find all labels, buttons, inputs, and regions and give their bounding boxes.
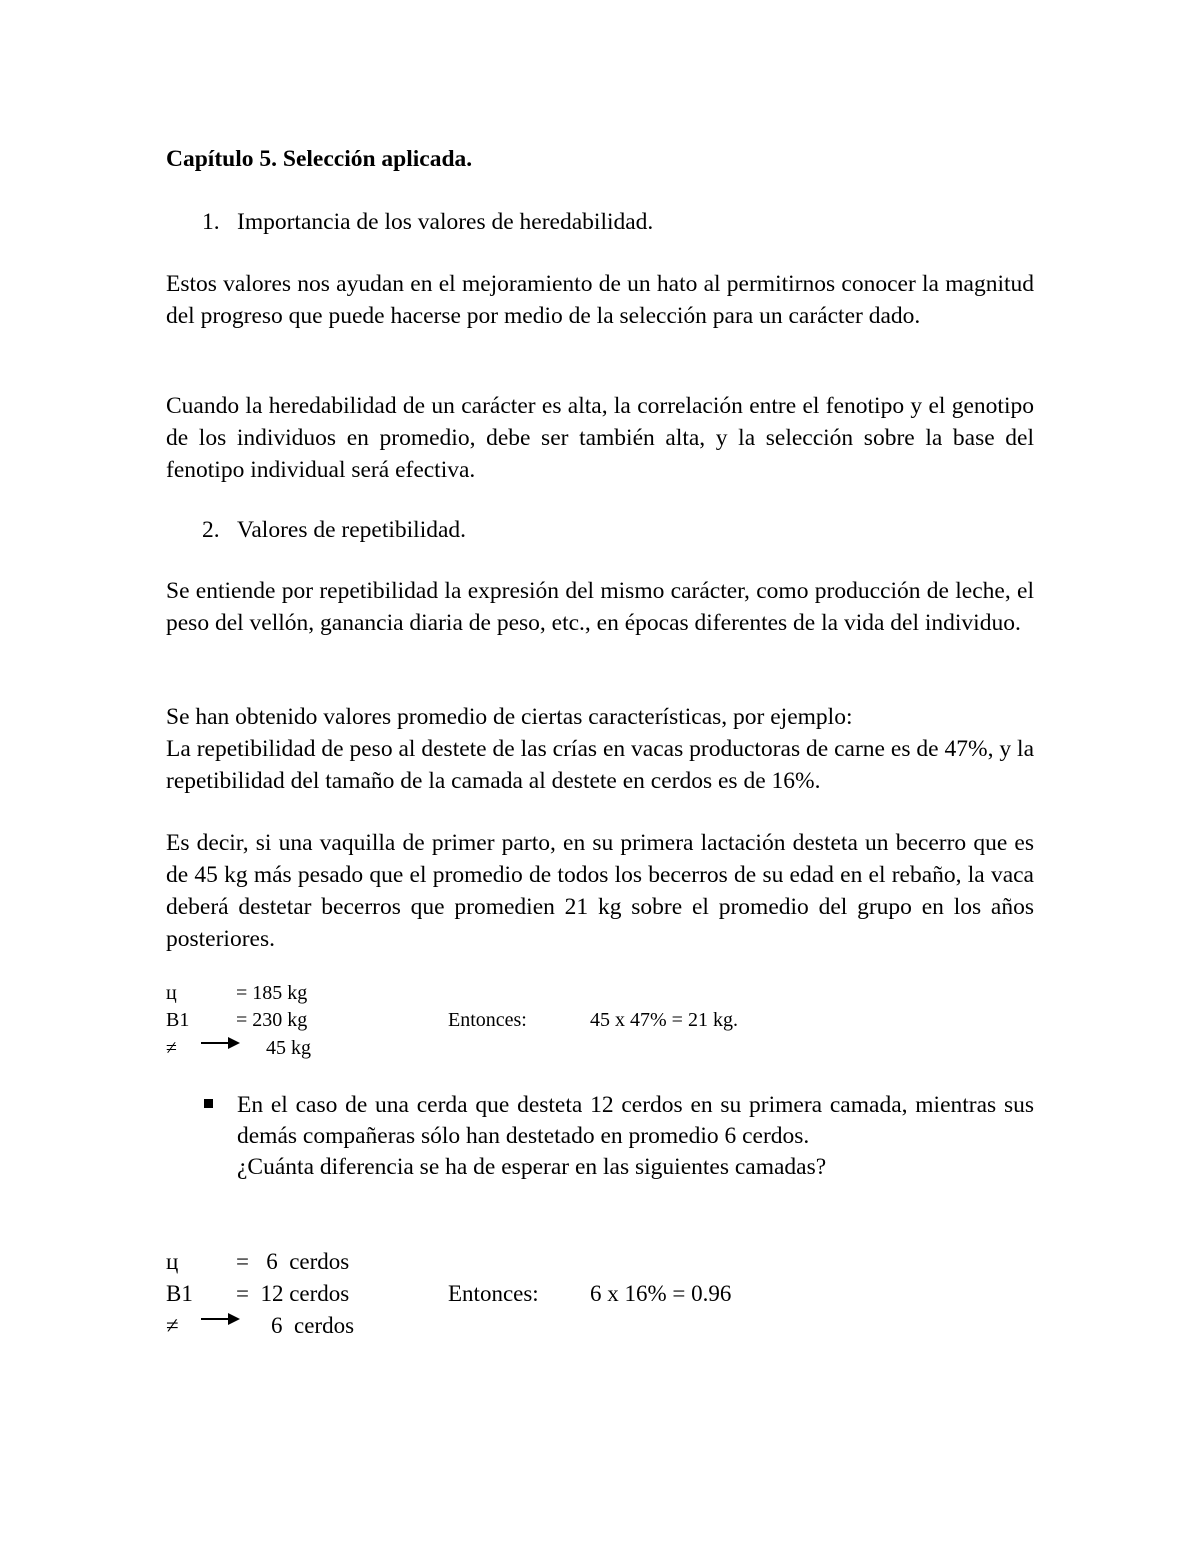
b1-symbol: B1 <box>166 1009 190 1031</box>
chapter-heading: Capítulo 5. Selección aplicada. <box>166 146 473 172</box>
paragraph-heifer-example: Es decir, si una vaquilla de primer parto, en su primera lactación desteta un becerro que es de 45 kg más pesado que el promedio de todos los becerros de su edad en el rebaño, la vaca deberá destetar becerros que promedien 21 kg sobre el promedio del grupo en los años posteriores. <box>166 830 1034 952</box>
paragraph-heritability-high: Cuando la heredabilidad de un carácter es alta, la correlación entre el fenotipo y el genotipo de los individuos en promedio, debe ser también alta, y la selección sobre la base del fenotipo individual será efectiva. <box>166 393 1034 483</box>
mu-value: = 185 kg <box>236 982 308 1004</box>
result-formula: 45 x 47% = 21 kg. <box>590 1009 738 1031</box>
result-formula-2: 6 x 16% = 0.96 <box>590 1281 732 1306</box>
paragraph-repeatability-values: La repetibilidad de peso al destete de las crías en vacas productoras de carne es de 47%, y la repetibilidad del tamaño de la camada al destete en cerdos es de 16%. <box>166 736 1034 794</box>
section-1-title: Importancia de los valores de heredabilidad. <box>237 209 654 235</box>
right-arrow-icon <box>200 1311 242 1327</box>
b1-symbol-2: B1 <box>166 1281 193 1306</box>
then-label-2: Entonces: <box>448 1281 539 1306</box>
difference-value: 45 kg <box>266 1037 311 1059</box>
paragraph-heritability-values: Estos valores nos ayudan en el mejoramiento de un hato al permitirnos conocer la magnitud del progreso que puede hacerse por medio de la selección para un carácter dado. <box>166 271 1034 329</box>
paragraph-repeatability-definition: Se entiende por repetibilidad la expresión del mismo carácter, como producción de leche, el peso del vellón, ganancia diaria de peso, etc., en épocas diferentes de la vida del individuo. <box>166 578 1034 636</box>
difference-value-2: 6 cerdos <box>271 1313 355 1338</box>
section-2-number: 2. <box>202 517 220 543</box>
bullet-item <box>237 1090 1034 1183</box>
mu-symbol: ц <box>166 982 177 1004</box>
then-label: Entonces: <box>448 1009 527 1031</box>
b1-value: = 230 kg <box>236 1009 308 1031</box>
right-arrow-icon <box>200 1035 242 1051</box>
bullet-square-icon <box>204 1099 213 1108</box>
bullet-text: En el caso de una cerda que desteta 12 cerdos en su primera camada, mientras sus demás compañeras sólo han destetado en promedio 6 cerdos. <box>237 1092 1034 1149</box>
section-2-title: Valores de repetibilidad. <box>237 517 467 543</box>
bullet-question: ¿Cuánta diferencia se ha de esperar en las siguientes camadas? <box>237 1154 827 1180</box>
mu-symbol-2: ц <box>166 1249 179 1274</box>
mu-value-2: = 6 cerdos <box>236 1249 350 1274</box>
b1-value-2: = 12 cerdos <box>236 1281 350 1306</box>
section-1-number: 1. <box>202 209 220 235</box>
paragraph-examples-intro: Se han obtenido valores promedio de ciertas características, por ejemplo: <box>166 704 853 730</box>
not-equal-symbol-2: ≠ <box>166 1313 179 1338</box>
not-equal-symbol: ≠ <box>166 1037 177 1059</box>
